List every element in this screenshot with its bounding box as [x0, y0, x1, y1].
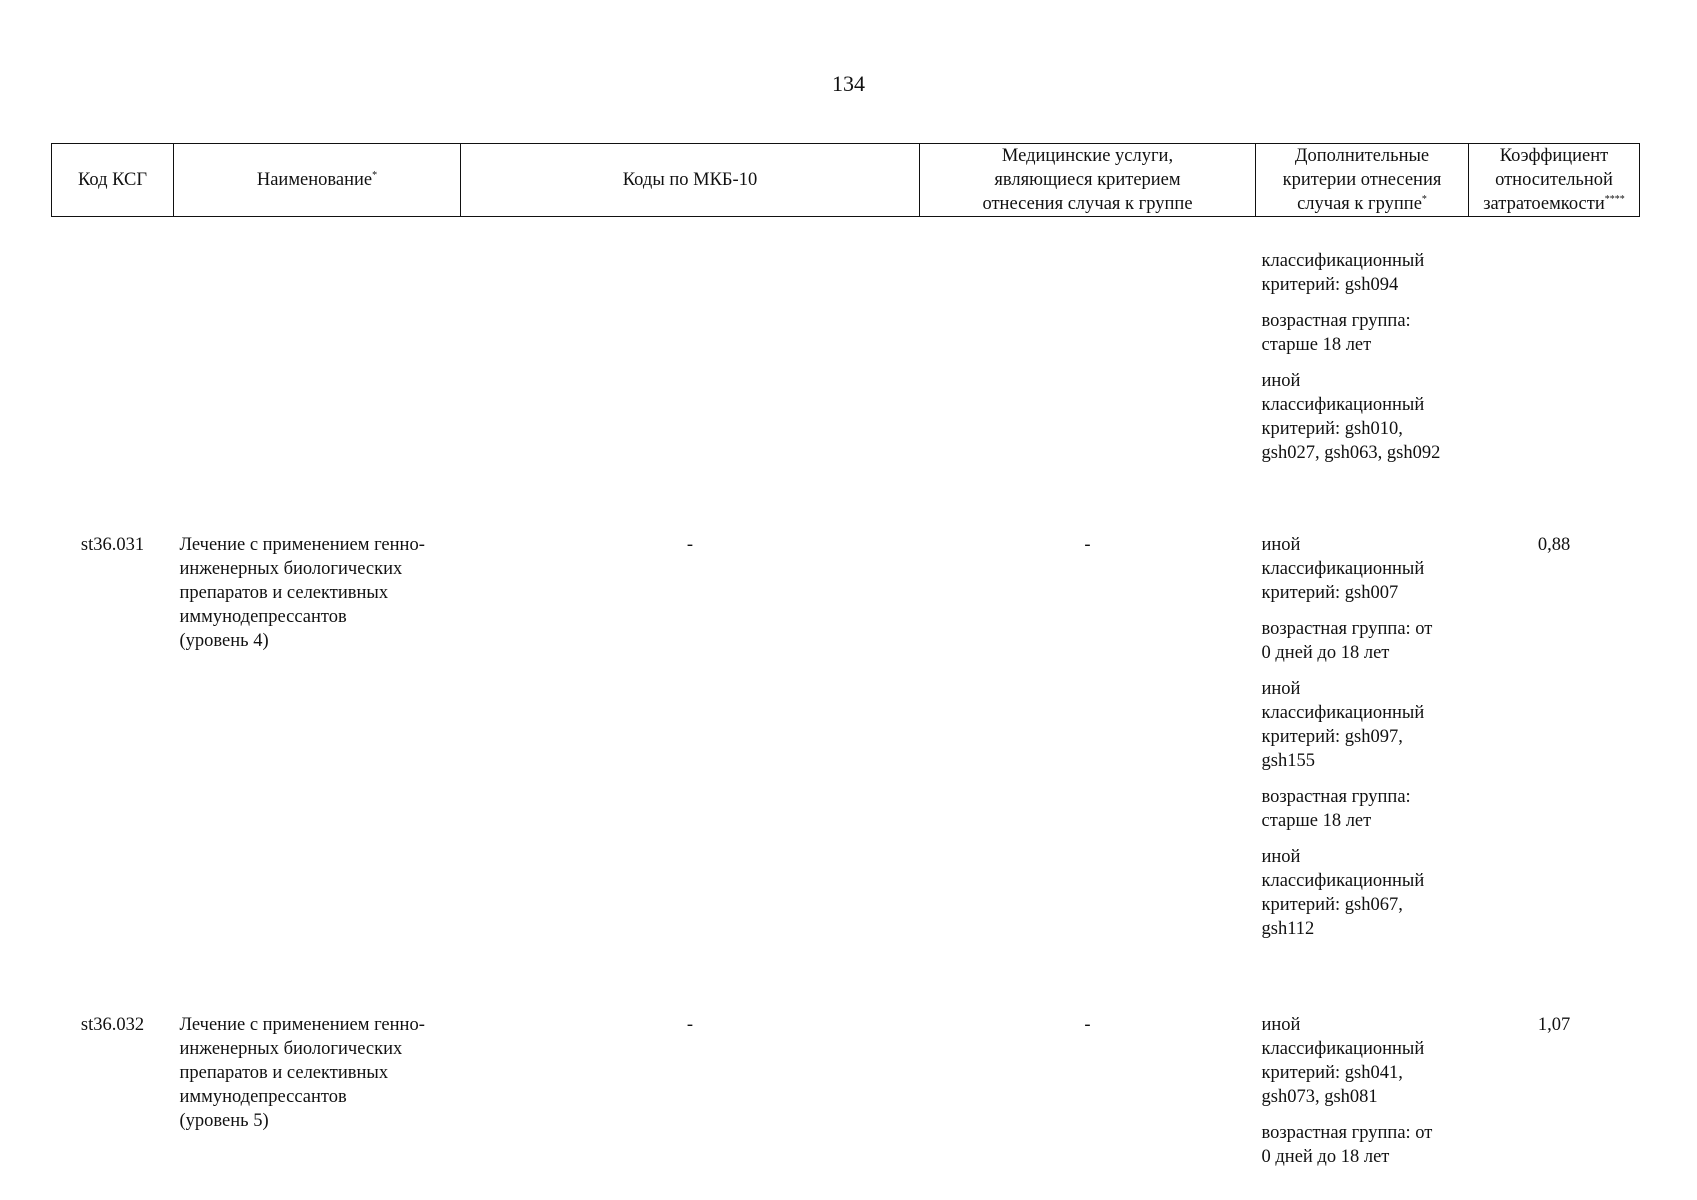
ksg-name-line: препаратов и селективных: [179, 1063, 389, 1083]
coefficient-cell: [1469, 507, 1640, 987]
icd-codes-value: -: [686, 535, 694, 555]
criterion-line: старше 18 лет: [1261, 335, 1372, 355]
ksg-name-cell: [174, 507, 461, 987]
ksg-name-line: иммунодепрессантов: [179, 607, 347, 627]
table-row: [52, 987, 1640, 1169]
criterion-block: [1262, 617, 1463, 665]
table-header-row: [52, 144, 1640, 217]
ksg-table: [51, 143, 1640, 1169]
ksg-name-line: Лечение с применением генно-: [179, 1015, 425, 1035]
criterion-line: классификационный: [1261, 1039, 1425, 1059]
criterion-block: [1262, 309, 1463, 357]
criterion-line: критерий: gsh067,: [1261, 895, 1403, 915]
extra-criteria-cell: [1256, 507, 1469, 987]
criterion-block: [1262, 249, 1463, 297]
criterion-line: 0 дней до 18 лет: [1261, 643, 1390, 663]
header-name: Наименование*: [174, 144, 461, 217]
services-cell: [920, 217, 1256, 508]
ksg-name-cell: [174, 987, 461, 1169]
criterion-line: gsh073, gsh081: [1261, 1087, 1378, 1107]
ksg-name-line: инженерных биологических: [179, 559, 403, 579]
criterion-line: критерий: gsh094: [1261, 275, 1399, 295]
footnote-mark: *: [1421, 193, 1427, 205]
ksg-code: st36.032: [80, 1015, 145, 1035]
header-coefficient: Коэффициент относительной затратоемкости****: [1469, 144, 1640, 217]
icd-codes-cell: [461, 507, 920, 987]
header-icd: Коды по МКБ-10: [461, 144, 920, 217]
criterion-block: [1262, 677, 1463, 773]
coefficient-value: 0,88: [1537, 535, 1571, 555]
criterion-line: критерий: gsh007: [1261, 583, 1399, 603]
ksg-code-cell: [52, 507, 174, 987]
criterion-line: 0 дней до 18 лет: [1261, 1147, 1390, 1167]
ksg-name-cell: [174, 217, 461, 508]
ksg-name-line: иммунодепрессантов: [179, 1087, 347, 1107]
table-row: [52, 507, 1640, 987]
criterion-line: gsh112: [1261, 919, 1315, 939]
criterion-line: старше 18 лет: [1261, 811, 1372, 831]
extra-criteria-cell: [1256, 217, 1469, 508]
ksg-code-cell: [52, 987, 174, 1169]
header-services: Медицинские услуги, являющиеся критерием отнесения случая к группе: [920, 144, 1256, 217]
criterion-line: критерий: gsh010,: [1261, 419, 1403, 439]
criterion-block: [1262, 1013, 1463, 1109]
table-row: [52, 217, 1640, 508]
criterion-block: [1262, 845, 1463, 941]
criterion-line: иной: [1261, 535, 1301, 555]
criterion-block: [1262, 533, 1463, 605]
icd-codes-value: -: [686, 1015, 694, 1035]
ksg-name-line: (уровень 4): [179, 631, 269, 651]
ksg-name-line: Лечение с применением генно-: [179, 535, 425, 555]
header-extra-criteria: Дополнительные критерии отнесения случая к группе*: [1256, 144, 1469, 217]
criterion-line: иной: [1261, 371, 1301, 391]
criterion-line: возрастная группа: от: [1261, 1123, 1433, 1143]
criterion-line: критерий: gsh097,: [1261, 727, 1403, 747]
criterion-line: классификационный: [1261, 395, 1425, 415]
services-value: -: [1084, 1015, 1091, 1035]
coefficient-value: 1,07: [1537, 1015, 1571, 1035]
ksg-name-line: (уровень 5): [179, 1111, 269, 1131]
footnote-mark: *: [372, 169, 378, 181]
page-number: 134: [832, 71, 865, 96]
criterion-block: [1262, 785, 1463, 833]
criterion-line: gsh027, gsh063, gsh092: [1261, 443, 1441, 463]
criterion-line: классификационный: [1261, 251, 1425, 271]
services-cell: [920, 507, 1256, 987]
criterion-line: возрастная группа:: [1261, 311, 1411, 331]
criterion-line: иной: [1261, 1015, 1301, 1035]
criterion-line: иной: [1261, 847, 1301, 867]
coefficient-cell: [1469, 987, 1640, 1169]
criterion-line: возрастная группа: от: [1261, 619, 1433, 639]
services-value: -: [1084, 535, 1091, 555]
extra-criteria-cell: [1256, 987, 1469, 1169]
criterion-block: [1262, 1121, 1463, 1169]
coefficient-cell: [1469, 217, 1640, 508]
ksg-code-cell: [52, 217, 174, 508]
criterion-line: классификационный: [1261, 559, 1425, 579]
criterion-line: gsh155: [1261, 751, 1315, 771]
criterion-line: критерий: gsh041,: [1261, 1063, 1403, 1083]
icd-codes-cell: [461, 217, 920, 508]
ksg-name-line: препаратов и селективных: [179, 583, 389, 603]
criterion-line: классификационный: [1261, 871, 1425, 891]
ksg-code: st36.031: [80, 535, 145, 555]
header-code: Код КСГ: [52, 144, 174, 217]
ksg-name-line: инженерных биологических: [179, 1039, 403, 1059]
icd-codes-cell: [461, 987, 920, 1169]
criterion-line: возрастная группа:: [1261, 787, 1411, 807]
services-cell: [920, 987, 1256, 1169]
criterion-block: [1262, 369, 1463, 465]
criterion-line: иной: [1261, 679, 1301, 699]
criterion-line: классификационный: [1261, 703, 1425, 723]
footnote-mark: ****: [1604, 193, 1625, 205]
